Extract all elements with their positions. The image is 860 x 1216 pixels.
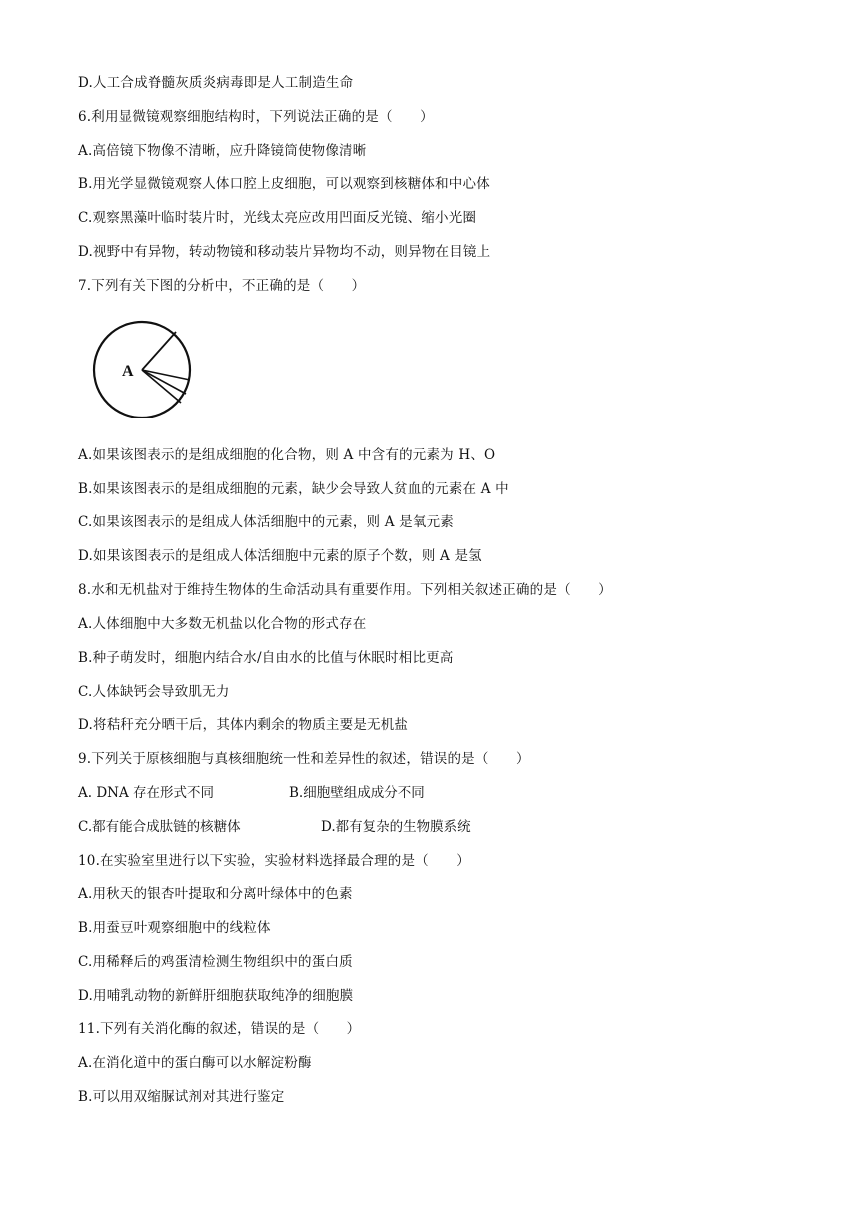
q6-stem: 6.利用显微镜观察细胞结构时，下列说法正确的是（ ） [78,109,434,125]
q7-option-c: C.如果该图表示的是组成人体活细胞中的元素，则 A 是氧元素 [78,514,454,530]
q10-option-d: D.用哺乳动物的新鲜肝细胞获取纯净的细胞膜 [78,988,354,1004]
q9-option-b: B.细胞壁组成成分不同 [289,785,425,801]
q7-option-b: B.如果该图表示的是组成细胞的元素，缺少会导致人贫血的元素在 A 中 [78,481,509,497]
q8-option-b: B.种子萌发时，细胞内结合水/自由水的比值与休眠时相比更高 [78,650,454,666]
q10-stem: 10.在实验室里进行以下实验，实验材料选择最合理的是（ ） [78,853,470,869]
q11-option-b: B.可以用双缩脲试剂对其进行鉴定 [78,1089,285,1105]
q9-option-c: C.都有能合成肽链的核糖体 [78,819,241,835]
q9-stem: 9.下列关于原核细胞与真核细胞统一性和差异性的叙述，错误的是（ ） [78,751,530,767]
q7-pie-figure [84,318,204,418]
q6-option-c: C.观察黑藻叶临时装片时，光线太亮应改用凹面反光镜、缩小光圈 [78,210,477,226]
q10-option-a: A.用秋天的银杏叶提取和分离叶绿体中的色素 [78,886,353,902]
q7-option-d: D.如果该图表示的是组成人体活细胞中元素的原子个数，则 A 是氢 [78,548,482,564]
q9-option-a: A. DNA 存在形式不同 [78,785,215,801]
q8-option-d: D.将秸秆充分晒干后，其体内剩余的物质主要是无机盐 [78,717,409,733]
q11-stem: 11.下列有关消化酶的叙述，错误的是（ ） [78,1021,361,1037]
q8-option-a: A.人体细胞中大多数无机盐以化合物的形式存在 [78,616,367,632]
q6-option-a: A.高倍镜下物像不清晰，应升降镜筒使物像清晰 [78,143,367,159]
q10-option-b: B.用蚕豆叶观察细胞中的线粒体 [78,920,271,936]
q6-option-d: D.视野中有异物，转动物镜和移动装片异物均不动，则异物在目镜上 [78,244,491,260]
q9-option-d: D.都有复杂的生物膜系统 [321,819,471,835]
q8-stem: 8.水和无机盐对于维持生物体的生命活动具有重要作用。下列相关叙述正确的是（ ） [78,582,612,598]
q10-option-c: C.用稀释后的鸡蛋清检测生物组织中的蛋白质 [78,954,353,970]
q7-figure-label: A [122,363,134,380]
q5-option-d: D.人工合成脊髓灰质炎病毒即是人工制造生命 [78,75,354,91]
q7-option-a: A.如果该图表示的是组成细胞的化合物，则 A 中含有的元素为 H、O [78,447,496,463]
q7-stem: 7.下列有关下图的分析中，不正确的是（ ） [78,278,366,294]
q8-option-c: C.人体缺钙会导致肌无力 [78,684,230,700]
q11-option-a: A.在消化道中的蛋白酶可以水解淀粉酶 [78,1055,312,1071]
q6-option-b: B.用光学显微镜观察人体口腔上皮细胞，可以观察到核糖体和中心体 [78,176,490,192]
